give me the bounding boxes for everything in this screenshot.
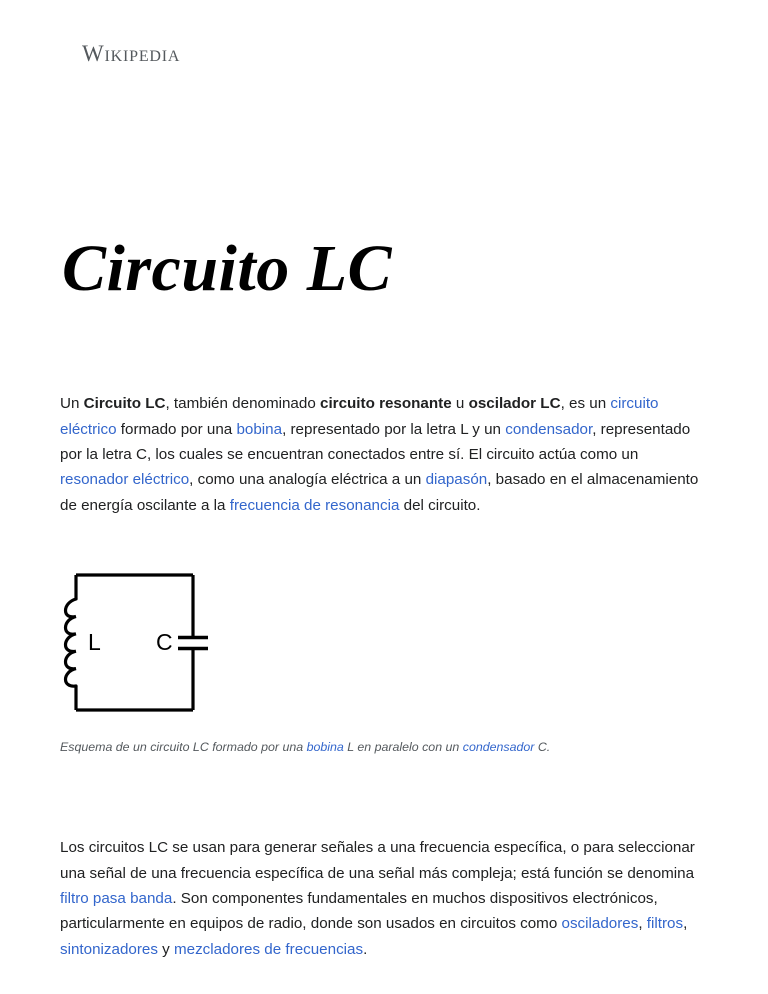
page-title: Circuito LC	[62, 232, 393, 306]
second-text-6: .	[363, 940, 368, 958]
caption-text-3: C.	[534, 740, 551, 754]
wikipedia-wordmark[interactable]: Wikipedia	[82, 41, 181, 66]
second-text-3: ,	[638, 915, 647, 933]
lead-text-6: , representado por la letra L y un	[282, 420, 506, 438]
link-condensador[interactable]: condensador	[505, 420, 593, 438]
term-circuito-resonante: circuito resonante	[320, 395, 452, 413]
second-paragraph	[60, 835, 702, 962]
link-circuito-electrico[interactable]: circuito eléctrico	[60, 395, 659, 438]
lead-text-7: , representado por la letra C, los cuales se encuentran conectados entre sí. El circuito actúa como un	[60, 420, 691, 463]
link-mezcladores-de-frecuencias[interactable]: mezcladores de frecuencias	[173, 940, 364, 958]
lead-paragraph	[60, 391, 702, 518]
link-frecuencia-de-resonancia[interactable]: frecuencia de resonancia	[229, 496, 400, 514]
caption-text-1: Esquema de un circuito LC formado por una	[60, 740, 307, 754]
lead-text-4: , es un	[560, 395, 611, 413]
lead-text-2: , también denominado	[165, 395, 320, 413]
caption-link-condensador[interactable]: condensador	[462, 740, 535, 754]
lead-text-5: formado por una	[116, 420, 237, 438]
link-filtros[interactable]: filtros	[646, 915, 684, 933]
lead-text-3: u	[451, 395, 469, 413]
second-text-2: . Son componentes fundamentales en muchos dispositivos electrónicos, particularmente en equipos de radio, donde son usados en circuitos como	[60, 890, 658, 933]
link-sintonizadores[interactable]: sintonizadores	[60, 940, 158, 958]
lead-text-10: del circuito.	[399, 496, 481, 514]
inductor-label: L	[88, 629, 101, 655]
lc-circuit-diagram	[60, 562, 235, 727]
lead-text-1: Un	[60, 395, 84, 413]
inductor-coil	[66, 599, 77, 686]
capacitor-label: C	[156, 629, 173, 655]
term-circuito-lc: Circuito LC	[83, 395, 166, 413]
lead-text-8: , como una analogía eléctrica a un	[189, 471, 426, 489]
figure-caption	[60, 738, 720, 756]
lc-circuit-figure	[60, 562, 235, 727]
second-text-5: y	[157, 940, 174, 958]
link-osciladores[interactable]: osciladores	[561, 915, 639, 933]
link-bobina[interactable]: bobina	[236, 420, 283, 438]
second-text-1: Los circuitos LC se usan para generar señales a una frecuencia específica, o para seleccionar una señal de una frecuencia específica de una señal más compleja; está función se denomina	[60, 839, 695, 882]
term-oscilador-lc: oscilador LC	[468, 395, 561, 413]
lead-text-9: , basado en el almacenamiento de energía oscilante a la	[60, 471, 699, 514]
link-resonador-electrico[interactable]: resonador eléctrico	[60, 471, 190, 489]
link-filtro-pasa-banda[interactable]: filtro pasa banda	[60, 890, 173, 907]
caption-text-2: L en paralelo con un	[343, 740, 463, 754]
caption-link-bobina[interactable]: bobina	[306, 740, 344, 754]
second-text-4: ,	[683, 915, 688, 933]
link-diapason[interactable]: diapasón	[425, 471, 488, 489]
